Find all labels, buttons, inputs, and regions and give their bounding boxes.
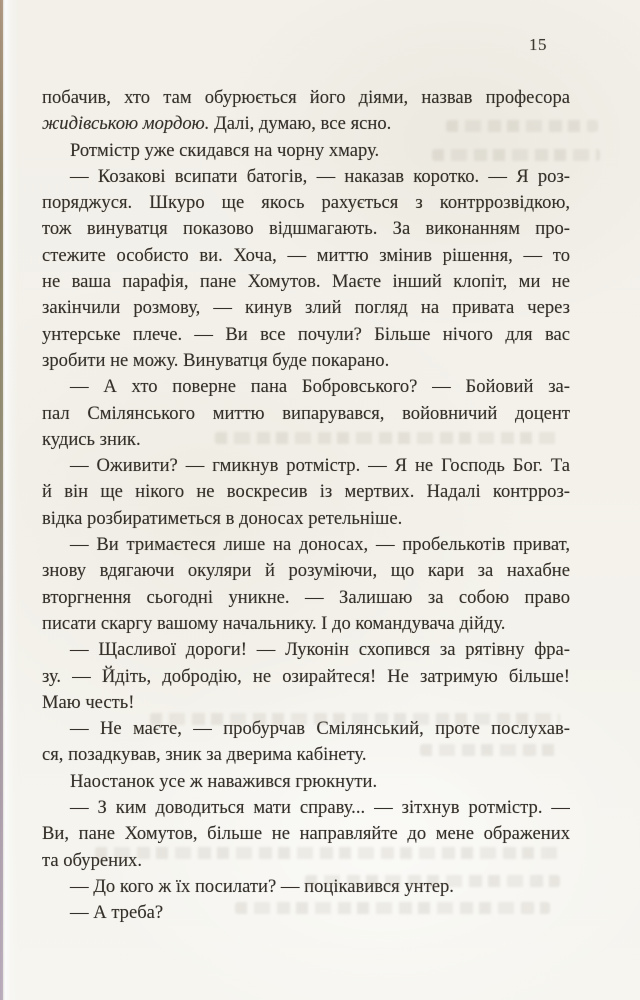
page-number: 15 [529, 35, 547, 54]
text-line [42, 585, 570, 611]
bleed-through [95, 847, 560, 859]
page-text [42, 85, 570, 927]
bleed-through [420, 744, 560, 756]
text-segment: відка розбиратиметься в доносах ретельніше. [42, 507, 403, 529]
text-line [42, 769, 570, 795]
text-line [42, 821, 570, 847]
bleed-through [432, 149, 600, 161]
text-segment: вторгнення сьогодні уникне. — Залишаю за собою право [42, 586, 570, 608]
text-line [42, 401, 570, 427]
text-segment: Маю честь! [42, 691, 135, 713]
text-segment: кудись зник. [42, 428, 141, 450]
text-segment: — До кого ж їх посилати? — поцікавився унтер. [70, 875, 454, 897]
text-segment: Ротмістр уже скидався на чорну хмару. [70, 139, 380, 161]
text-segment: Далі, думаю, все ясно. [209, 113, 392, 135]
text-line [42, 637, 570, 663]
text-segment: зробити не можу. Винуватця буде покарано. [42, 349, 390, 371]
text-line [42, 611, 570, 637]
text-segment: Ви, пане Хомутов, більше не направляйте до мене ображених [42, 823, 570, 845]
text-segment: — Щасливої дороги! — Луконін схопився за рятівну фра- [70, 639, 570, 661]
text-segment: — Козакові всипати батогів, — наказав коротко. — Я роз- [70, 165, 570, 187]
text-segment: не ваша парафія, пане Хомутов. Маєте інший клопіт, ми не [42, 271, 570, 293]
bleed-through [235, 902, 550, 914]
text-segment: зу. — Йдіть, добродію, не озирайтеся! Не затримую більше! [42, 665, 570, 687]
text-segment: — Ви тримаєтеся лише на доносах, — пробелькотів приват, [70, 534, 570, 556]
bleed-through [305, 875, 560, 887]
text-segment: — Не маєте, — пробурчав Смілянський, проте послухав- [70, 718, 570, 740]
text-line [42, 295, 570, 321]
text-segment: писати скаргу вашому начальнику. І до командувача дійду. [42, 612, 506, 634]
text-segment: знову вдягаючи окуляри й розуміючи, що кари за нахабне [42, 560, 570, 582]
text-segment: ся, позадкував, зник за дверима кабінету. [42, 744, 367, 766]
text-line [42, 795, 570, 821]
text-segment: стежите особисто ви. Хоча, — миттю змінив рішення, — то [42, 244, 570, 266]
text-segment: тож винуватця показово відшмагають. За виконанням про- [42, 218, 570, 240]
bleed-through [150, 713, 560, 725]
text-line [42, 348, 570, 374]
text-line [42, 269, 570, 295]
text-line [42, 322, 570, 348]
text-segment: — З ким доводиться мати справу... — зітхнув ротмістр. — [70, 797, 570, 819]
text-segment: пал Смілянського миттю випарувався, войовничий доцент [42, 402, 570, 424]
text-segment: унтерське плече. — Ви все почули? Більше нічого для вас [42, 323, 570, 345]
text-segment: — А хто поверне пана Бобровського? — Бойовий за- [70, 376, 570, 398]
text-line [42, 506, 570, 532]
text-line [42, 479, 570, 505]
text-segment: — Оживити? — гмикнув ротмістр. — Я не Господь Бог. Та [70, 455, 570, 477]
text-line [42, 558, 570, 584]
text-segment: та обурених. [42, 849, 142, 871]
text-segment: закінчили розмову, — кинув злий погляд на привата через [42, 297, 570, 319]
text-line [42, 374, 570, 400]
bleed-through [446, 120, 598, 132]
text-segment: побачив, хто там обурюється його діями, назвав професора [42, 87, 570, 108]
text-line [42, 243, 570, 269]
text-line [42, 164, 570, 190]
text-line [42, 85, 570, 111]
text-segment: й він ще нікого не воскресив із мертвих. Надалі контрроз- [42, 481, 570, 503]
bleed-through [215, 432, 560, 444]
text-segment: поряджуся. Шкуро ще якось рахується з контррозвідкою, [42, 192, 570, 214]
text-line [42, 532, 570, 558]
text-line [42, 453, 570, 479]
spine-edge [0, 0, 3, 1000]
text-segment: Наостанок усе ж наважився грюкнути. [70, 770, 378, 792]
text-line [42, 190, 570, 216]
text-line [42, 216, 570, 242]
italic-phrase: жидівською мордою. [42, 113, 210, 135]
text-line [42, 664, 570, 690]
text-segment: — А треба? [70, 902, 164, 924]
